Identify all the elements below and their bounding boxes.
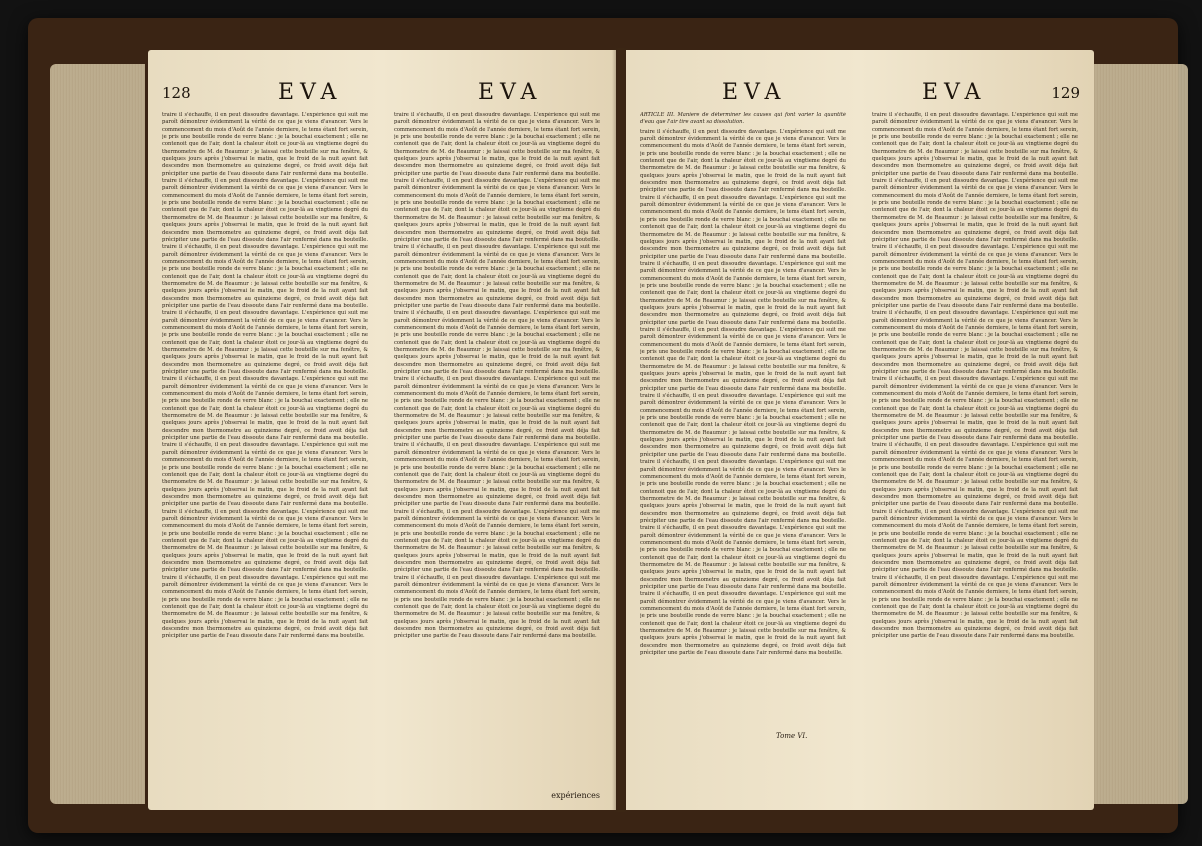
column-text: traire il s'échauffe, il en peut dissoudre davantage. L'expérience qui suit me paroît démontrer évidemment la vérité de ce que je viens d'avancer. Vers le commencement du mois d'Août de l'année derniere, le tems étant fort serein, je pris une bouteille ronde de verre blanc : je la bouchai exactement ; elle ne contenoit que de l'air, dont la chaleur étoit ce jour-là au vingtieme degré du thermometre de M. de Reaumur : je laissai cette bouteille sur ma fenêtre, & quelques jours après j'observai le matin, que le froid de la nuit ayant fait descendre mon thermometre au quinzieme degré, ce froid avoit déja fait précipiter une partie de l'eau dissoute dans l'air renfermé dans ma bouteille. traire il s'échauffe, il en peut dissoudre davantage. L'expérience qui suit me paroît démontrer évidemment la vérité de ce que je viens d'avancer. Vers le commencement du mois d'Août de l'année derniere, le tems étant fort serein, je pris une bouteille ronde de verre blanc : je la bouchai exactement ; elle ne contenoit que de l'air, dont la chaleur étoit ce jour-là au vingtieme degré du thermometre de M. de Reaumur : je laissai cette bouteille sur ma fenêtre, & quelques jours après j'observai le matin, que le froid de la nuit ayant fait descendre mon thermometre au quinzieme degré, ce froid avoit déja fait précipiter une partie de l'eau dissoute dans l'air renfermé dans ma bouteille. traire il s'échauffe, il en peut dissoudre davantage. L'expérience qui suit me paroît démontrer évidemment la vérité de ce que je viens d'avancer. Vers le commencement du mois d'Août de l'année derniere, le tems étant fort serein, je pris une bouteille ronde de verre blanc : je la bouchai exactement ; elle ne contenoit que de l'air, dont la chaleur étoit ce jour-là au vingtieme degré du thermometre de M. de Reaumur : je laissai cette bouteille sur ma fenêtre, & quelques jours après j'observai le matin, que le froid de la nuit ayant fait descendre mon thermometre au quinzieme degré, ce froid avoit déja fait précipiter une partie de l'eau dissoute dans l'air renfermé dans ma bouteille. traire il s'échauffe, il en peut dissoudre davantage. L'expérience qui suit me paroît démontrer évidemment la vérité de ce que je viens d'avancer. Vers le commencement du mois d'Août de l'année derniere, le tems étant fort serein, je pris une bouteille ronde de verre blanc : je la bouchai exactement ; elle ne contenoit que de l'air, dont la chaleur étoit ce jour-là au vingtieme degré du thermometre de M. de Reaumur : je laissai cette bouteille sur ma fenêtre, & quelques jours après j'observai le matin, que le froid de la nuit ayant fait descendre mon thermometre au quinzieme degré, ce froid avoit déja fait précipiter une partie de l'eau dissoute dans l'air renfermé dans ma bouteille. traire il s'échauffe, il en peut dissoudre davantage. L'expérience qui suit me paroît démontrer évidemment la vérité de ce que je viens d'avancer. Vers le commencement du mois d'Août de l'année derniere, le tems étant fort serein, je pris une bouteille ronde de verre blanc : je la bouchai exactement ; elle ne contenoit que de l'air, dont la chaleur étoit ce jour-là au vingtieme degré du thermometre de M. de Reaumur : je laissai cette bouteille sur ma fenêtre, & quelques jours après j'observai le matin, que le froid de la nuit ayant fait descendre mon thermometre au quinzieme degré, ce froid avoit déja fait précipiter une partie de l'eau dissoute dans l'air renfermé dans ma bouteille. traire il s'échauffe, il en peut dissoudre davantage. L'expérience qui suit me paroît démontrer évidemment la vérité de ce que je viens d'avancer. Vers le commencement du mois d'Août de l'année derniere, le tems étant fort serein, je pris une bouteille ronde de verre blanc : je la bouchai exactement ; elle ne contenoit que de l'air, dont la chaleur étoit ce jour-là au vingtieme degré du thermometre de M. de Reaumur : je laissai cette bouteille sur ma fenêtre, & quelques jours après j'observai le matin, que le froid de la nuit ayant fait descendre mon thermometre au quinzieme degré, ce froid avoit déja fait précipiter une partie de l'eau dissoute dans l'air renfermé dans ma bouteille. traire il s'échauffe, il en peut dissoudre davantage. L'expérience qui suit me paroît démontrer évidemment la vérité de ce que je viens d'avancer. Vers le commencement du mois d'Août de l'année derniere, le tems étant fort serein, je pris une bouteille ronde de verre blanc : je la bouchai exactement ; elle ne contenoit que de l'air, dont la chaleur étoit ce jour-là au vingtieme degré du thermometre de M. de Reaumur : je laissai cette bouteille sur ma fenêtre, & quelques jours après j'observai le matin, que le froid de la nuit ayant fait descendre mon thermometre au quinzieme degré, ce froid avoit déja fait précipiter une partie de l'eau dissoute dans l'air renfermé dans ma bouteille. traire il s'échauffe, il en peut dissoudre davantage. L'expérience qui suit me paroît démontrer évidemment la vérité de ce que je viens d'avancer. Vers le commencement du mois d'Août de l'année derniere, le tems étant fort serein, je pris une bouteille ronde de verre blanc : je la bouchai exactement ; elle ne contenoit que de l'air, dont la chaleur étoit ce jour-là au vingtieme degré du thermometre de M. de Reaumur : je laissai cette bouteille sur ma fenêtre, & quelques jours après j'observai le matin, que le froid de la nuit ayant fait descendre mon thermometre au quinzieme degré, ce froid avoit déja fait précipiter une partie de l'eau dissoute dans l'air renfermé dans ma bouteille. [162,112,368,640]
page-edges-left [50,64,145,804]
column-text: traire il s'échauffe, il en peut dissoudre davantage. L'expérience qui suit me paroît démontrer évidemment la vérité de ce que je viens d'avancer. Vers le commencement du mois d'Août de l'année derniere, le tems étant fort serein, je pris une bouteille ronde de verre blanc : je la bouchai exactement ; elle ne contenoit que de l'air, dont la chaleur étoit ce jour-là au vingtieme degré du thermometre de M. de Reaumur : je laissai cette bouteille sur ma fenêtre, & quelques jours après j'observai le matin, que le froid de la nuit ayant fait descendre mon thermometre au quinzieme degré, ce froid avoit déja fait précipiter une partie de l'eau dissoute dans l'air renfermé dans ma bouteille. traire il s'échauffe, il en peut dissoudre davantage. L'expérience qui suit me paroît démontrer évidemment la vérité de ce que je viens d'avancer. Vers le commencement du mois d'Août de l'année derniere, le tems étant fort serein, je pris une bouteille ronde de verre blanc : je la bouchai exactement ; elle ne contenoit que de l'air, dont la chaleur étoit ce jour-là au vingtieme degré du thermometre de M. de Reaumur : je laissai cette bouteille sur ma fenêtre, & quelques jours après j'observai le matin, que le froid de la nuit ayant fait descendre mon thermometre au quinzieme degré, ce froid avoit déja fait précipiter une partie de l'eau dissoute dans l'air renfermé dans ma bouteille. traire il s'échauffe, il en peut dissoudre davantage. L'expérience qui suit me paroît démontrer évidemment la vérité de ce que je viens d'avancer. Vers le commencement du mois d'Août de l'année derniere, le tems étant fort serein, je pris une bouteille ronde de verre blanc : je la bouchai exactement ; elle ne contenoit que de l'air, dont la chaleur étoit ce jour-là au vingtieme degré du thermometre de M. de Reaumur : je laissai cette bouteille sur ma fenêtre, & quelques jours après j'observai le matin, que le froid de la nuit ayant fait descendre mon thermometre au quinzieme degré, ce froid avoit déja fait précipiter une partie de l'eau dissoute dans l'air renfermé dans ma bouteille. traire il s'échauffe, il en peut dissoudre davantage. L'expérience qui suit me paroît démontrer évidemment la vérité de ce que je viens d'avancer. Vers le commencement du mois d'Août de l'année derniere, le tems étant fort serein, je pris une bouteille ronde de verre blanc : je la bouchai exactement ; elle ne contenoit que de l'air, dont la chaleur étoit ce jour-là au vingtieme degré du thermometre de M. de Reaumur : je laissai cette bouteille sur ma fenêtre, & quelques jours après j'observai le matin, que le froid de la nuit ayant fait descendre mon thermometre au quinzieme degré, ce froid avoit déja fait précipiter une partie de l'eau dissoute dans l'air renfermé dans ma bouteille. traire il s'échauffe, il en peut dissoudre davantage. L'expérience qui suit me paroît démontrer évidemment la vérité de ce que je viens d'avancer. Vers le commencement du mois d'Août de l'année derniere, le tems étant fort serein, je pris une bouteille ronde de verre blanc : je la bouchai exactement ; elle ne contenoit que de l'air, dont la chaleur étoit ce jour-là au vingtieme degré du thermometre de M. de Reaumur : je laissai cette bouteille sur ma fenêtre, & quelques jours après j'observai le matin, que le froid de la nuit ayant fait descendre mon thermometre au quinzieme degré, ce froid avoit déja fait précipiter une partie de l'eau dissoute dans l'air renfermé dans ma bouteille. traire il s'échauffe, il en peut dissoudre davantage. L'expérience qui suit me paroît démontrer évidemment la vérité de ce que je viens d'avancer. Vers le commencement du mois d'Août de l'année derniere, le tems étant fort serein, je pris une bouteille ronde de verre blanc : je la bouchai exactement ; elle ne contenoit que de l'air, dont la chaleur étoit ce jour-là au vingtieme degré du thermometre de M. de Reaumur : je laissai cette bouteille sur ma fenêtre, & quelques jours après j'observai le matin, que le froid de la nuit ayant fait descendre mon thermometre au quinzieme degré, ce froid avoit déja fait précipiter une partie de l'eau dissoute dans l'air renfermé dans ma bouteille. traire il s'échauffe, il en peut dissoudre davantage. L'expérience qui suit me paroît démontrer évidemment la vérité de ce que je viens d'avancer. Vers le commencement du mois d'Août de l'année derniere, le tems étant fort serein, je pris une bouteille ronde de verre blanc : je la bouchai exactement ; elle ne contenoit que de l'air, dont la chaleur étoit ce jour-là au vingtieme degré du thermometre de M. de Reaumur : je laissai cette bouteille sur ma fenêtre, & quelques jours après j'observai le matin, que le froid de la nuit ayant fait descendre mon thermometre au quinzieme degré, ce froid avoit déja fait précipiter une partie de l'eau dissoute dans l'air renfermé dans ma bouteille. traire il s'échauffe, il en peut dissoudre davantage. L'expérience qui suit me paroît démontrer évidemment la vérité de ce que je viens d'avancer. Vers le commencement du mois d'Août de l'année derniere, le tems étant fort serein, je pris une bouteille ronde de verre blanc : je la bouchai exactement ; elle ne contenoit que de l'air, dont la chaleur étoit ce jour-là au vingtieme degré du thermometre de M. de Reaumur : je laissai cette bouteille sur ma fenêtre, & quelques jours après j'observai le matin, que le froid de la nuit ayant fait descendre mon thermometre au quinzieme degré, ce froid avoit déja fait précipiter une partie de l'eau dissoute dans l'air renfermé dans ma bouteille. [640,128,846,657]
running-head-left-b: EVA [478,80,543,105]
section-heading: ARTICLE III. Maniere de déterminer les causes qui font varier la quantité d'eau que l'air tire avant sa dissolution. [640,112,846,126]
running-head-right-b: EVA [922,80,987,105]
left-page [148,50,616,810]
column-text: traire il s'échauffe, il en peut dissoudre davantage. L'expérience qui suit me paroît démontrer évidemment la vérité de ce que je viens d'avancer. Vers le commencement du mois d'Août de l'année derniere, le tems étant fort serein, je pris une bouteille ronde de verre blanc : je la bouchai exactement ; elle ne contenoit que de l'air, dont la chaleur étoit ce jour-là au vingtieme degré du thermometre de M. de Reaumur : je laissai cette bouteille sur ma fenêtre, & quelques jours après j'observai le matin, que le froid de la nuit ayant fait descendre mon thermometre au quinzieme degré, ce froid avoit déja fait précipiter une partie de l'eau dissoute dans l'air renfermé dans ma bouteille. traire il s'échauffe, il en peut dissoudre davantage. L'expérience qui suit me paroît démontrer évidemment la vérité de ce que je viens d'avancer. Vers le commencement du mois d'Août de l'année derniere, le tems étant fort serein, je pris une bouteille ronde de verre blanc : je la bouchai exactement ; elle ne contenoit que de l'air, dont la chaleur étoit ce jour-là au vingtieme degré du thermometre de M. de Reaumur : je laissai cette bouteille sur ma fenêtre, & quelques jours après j'observai le matin, que le froid de la nuit ayant fait descendre mon thermometre au quinzieme degré, ce froid avoit déja fait précipiter une partie de l'eau dissoute dans l'air renfermé dans ma bouteille. traire il s'échauffe, il en peut dissoudre davantage. L'expérience qui suit me paroît démontrer évidemment la vérité de ce que je viens d'avancer. Vers le commencement du mois d'Août de l'année derniere, le tems étant fort serein, je pris une bouteille ronde de verre blanc : je la bouchai exactement ; elle ne contenoit que de l'air, dont la chaleur étoit ce jour-là au vingtieme degré du thermometre de M. de Reaumur : je laissai cette bouteille sur ma fenêtre, & quelques jours après j'observai le matin, que le froid de la nuit ayant fait descendre mon thermometre au quinzieme degré, ce froid avoit déja fait précipiter une partie de l'eau dissoute dans l'air renfermé dans ma bouteille. traire il s'échauffe, il en peut dissoudre davantage. L'expérience qui suit me paroît démontrer évidemment la vérité de ce que je viens d'avancer. Vers le commencement du mois d'Août de l'année derniere, le tems étant fort serein, je pris une bouteille ronde de verre blanc : je la bouchai exactement ; elle ne contenoit que de l'air, dont la chaleur étoit ce jour-là au vingtieme degré du thermometre de M. de Reaumur : je laissai cette bouteille sur ma fenêtre, & quelques jours après j'observai le matin, que le froid de la nuit ayant fait descendre mon thermometre au quinzieme degré, ce froid avoit déja fait précipiter une partie de l'eau dissoute dans l'air renfermé dans ma bouteille. traire il s'échauffe, il en peut dissoudre davantage. L'expérience qui suit me paroît démontrer évidemment la vérité de ce que je viens d'avancer. Vers le commencement du mois d'Août de l'année derniere, le tems étant fort serein, je pris une bouteille ronde de verre blanc : je la bouchai exactement ; elle ne contenoit que de l'air, dont la chaleur étoit ce jour-là au vingtieme degré du thermometre de M. de Reaumur : je laissai cette bouteille sur ma fenêtre, & quelques jours après j'observai le matin, que le froid de la nuit ayant fait descendre mon thermometre au quinzieme degré, ce froid avoit déja fait précipiter une partie de l'eau dissoute dans l'air renfermé dans ma bouteille. traire il s'échauffe, il en peut dissoudre davantage. L'expérience qui suit me paroît démontrer évidemment la vérité de ce que je viens d'avancer. Vers le commencement du mois d'Août de l'année derniere, le tems étant fort serein, je pris une bouteille ronde de verre blanc : je la bouchai exactement ; elle ne contenoit que de l'air, dont la chaleur étoit ce jour-là au vingtieme degré du thermometre de M. de Reaumur : je laissai cette bouteille sur ma fenêtre, & quelques jours après j'observai le matin, que le froid de la nuit ayant fait descendre mon thermometre au quinzieme degré, ce froid avoit déja fait précipiter une partie de l'eau dissoute dans l'air renfermé dans ma bouteille. traire il s'échauffe, il en peut dissoudre davantage. L'expérience qui suit me paroît démontrer évidemment la vérité de ce que je viens d'avancer. Vers le commencement du mois d'Août de l'année derniere, le tems étant fort serein, je pris une bouteille ronde de verre blanc : je la bouchai exactement ; elle ne contenoit que de l'air, dont la chaleur étoit ce jour-là au vingtieme degré du thermometre de M. de Reaumur : je laissai cette bouteille sur ma fenêtre, & quelques jours après j'observai le matin, que le froid de la nuit ayant fait descendre mon thermometre au quinzieme degré, ce froid avoit déja fait précipiter une partie de l'eau dissoute dans l'air renfermé dans ma bouteille. traire il s'échauffe, il en peut dissoudre davantage. L'expérience qui suit me paroît démontrer évidemment la vérité de ce que je viens d'avancer. Vers le commencement du mois d'Août de l'année derniere, le tems étant fort serein, je pris une bouteille ronde de verre blanc : je la bouchai exactement ; elle ne contenoit que de l'air, dont la chaleur étoit ce jour-là au vingtieme degré du thermometre de M. de Reaumur : je laissai cette bouteille sur ma fenêtre, & quelques jours après j'observai le matin, que le froid de la nuit ayant fait descendre mon thermometre au quinzieme degré, ce froid avoit déja fait précipiter une partie de l'eau dissoute dans l'air renfermé dans ma bouteille. [872,112,1078,640]
signature-mark: Tome VI. [776,732,808,740]
page-edges-right [1093,64,1188,804]
catchword: expériences [551,791,600,800]
left-column-1 [162,112,368,792]
book [28,18,1178,833]
page-number-right: 129 [1051,84,1080,102]
right-page [626,50,1094,810]
column-text: traire il s'échauffe, il en peut dissoudre davantage. L'expérience qui suit me paroît démontrer évidemment la vérité de ce que je viens d'avancer. Vers le commencement du mois d'Août de l'année derniere, le tems étant fort serein, je pris une bouteille ronde de verre blanc : je la bouchai exactement ; elle ne contenoit que de l'air, dont la chaleur étoit ce jour-là au vingtieme degré du thermometre de M. de Reaumur : je laissai cette bouteille sur ma fenêtre, & quelques jours après j'observai le matin, que le froid de la nuit ayant fait descendre mon thermometre au quinzieme degré, ce froid avoit déja fait précipiter une partie de l'eau dissoute dans l'air renfermé dans ma bouteille. traire il s'échauffe, il en peut dissoudre davantage. L'expérience qui suit me paroît démontrer évidemment la vérité de ce que je viens d'avancer. Vers le commencement du mois d'Août de l'année derniere, le tems étant fort serein, je pris une bouteille ronde de verre blanc : je la bouchai exactement ; elle ne contenoit que de l'air, dont la chaleur étoit ce jour-là au vingtieme degré du thermometre de M. de Reaumur : je laissai cette bouteille sur ma fenêtre, & quelques jours après j'observai le matin, que le froid de la nuit ayant fait descendre mon thermometre au quinzieme degré, ce froid avoit déja fait précipiter une partie de l'eau dissoute dans l'air renfermé dans ma bouteille. traire il s'échauffe, il en peut dissoudre davantage. L'expérience qui suit me paroît démontrer évidemment la vérité de ce que je viens d'avancer. Vers le commencement du mois d'Août de l'année derniere, le tems étant fort serein, je pris une bouteille ronde de verre blanc : je la bouchai exactement ; elle ne contenoit que de l'air, dont la chaleur étoit ce jour-là au vingtieme degré du thermometre de M. de Reaumur : je laissai cette bouteille sur ma fenêtre, & quelques jours après j'observai le matin, que le froid de la nuit ayant fait descendre mon thermometre au quinzieme degré, ce froid avoit déja fait précipiter une partie de l'eau dissoute dans l'air renfermé dans ma bouteille. traire il s'échauffe, il en peut dissoudre davantage. L'expérience qui suit me paroît démontrer évidemment la vérité de ce que je viens d'avancer. Vers le commencement du mois d'Août de l'année derniere, le tems étant fort serein, je pris une bouteille ronde de verre blanc : je la bouchai exactement ; elle ne contenoit que de l'air, dont la chaleur étoit ce jour-là au vingtieme degré du thermometre de M. de Reaumur : je laissai cette bouteille sur ma fenêtre, & quelques jours après j'observai le matin, que le froid de la nuit ayant fait descendre mon thermometre au quinzieme degré, ce froid avoit déja fait précipiter une partie de l'eau dissoute dans l'air renfermé dans ma bouteille. traire il s'échauffe, il en peut dissoudre davantage. L'expérience qui suit me paroît démontrer évidemment la vérité de ce que je viens d'avancer. Vers le commencement du mois d'Août de l'année derniere, le tems étant fort serein, je pris une bouteille ronde de verre blanc : je la bouchai exactement ; elle ne contenoit que de l'air, dont la chaleur étoit ce jour-là au vingtieme degré du thermometre de M. de Reaumur : je laissai cette bouteille sur ma fenêtre, & quelques jours après j'observai le matin, que le froid de la nuit ayant fait descendre mon thermometre au quinzieme degré, ce froid avoit déja fait précipiter une partie de l'eau dissoute dans l'air renfermé dans ma bouteille. traire il s'échauffe, il en peut dissoudre davantage. L'expérience qui suit me paroît démontrer évidemment la vérité de ce que je viens d'avancer. Vers le commencement du mois d'Août de l'année derniere, le tems étant fort serein, je pris une bouteille ronde de verre blanc : je la bouchai exactement ; elle ne contenoit que de l'air, dont la chaleur étoit ce jour-là au vingtieme degré du thermometre de M. de Reaumur : je laissai cette bouteille sur ma fenêtre, & quelques jours après j'observai le matin, que le froid de la nuit ayant fait descendre mon thermometre au quinzieme degré, ce froid avoit déja fait précipiter une partie de l'eau dissoute dans l'air renfermé dans ma bouteille. traire il s'échauffe, il en peut dissoudre davantage. L'expérience qui suit me paroît démontrer évidemment la vérité de ce que je viens d'avancer. Vers le commencement du mois d'Août de l'année derniere, le tems étant fort serein, je pris une bouteille ronde de verre blanc : je la bouchai exactement ; elle ne contenoit que de l'air, dont la chaleur étoit ce jour-là au vingtieme degré du thermometre de M. de Reaumur : je laissai cette bouteille sur ma fenêtre, & quelques jours après j'observai le matin, que le froid de la nuit ayant fait descendre mon thermometre au quinzieme degré, ce froid avoit déja fait précipiter une partie de l'eau dissoute dans l'air renfermé dans ma bouteille. traire il s'échauffe, il en peut dissoudre davantage. L'expérience qui suit me paroît démontrer évidemment la vérité de ce que je viens d'avancer. Vers le commencement du mois d'Août de l'année derniere, le tems étant fort serein, je pris une bouteille ronde de verre blanc : je la bouchai exactement ; elle ne contenoit que de l'air, dont la chaleur étoit ce jour-là au vingtieme degré du thermometre de M. de Reaumur : je laissai cette bouteille sur ma fenêtre, & quelques jours après j'observai le matin, que le froid de la nuit ayant fait descendre mon thermometre au quinzieme degré, ce froid avoit déja fait précipiter une partie de l'eau dissoute dans l'air renfermé dans ma bouteille. [394,112,600,640]
running-head-right-a: EVA [722,80,787,105]
right-column-2 [872,112,1078,792]
running-head-left-a: EVA [278,80,343,105]
right-column-1 [640,112,846,792]
page-number-left: 128 [162,84,191,102]
left-column-2 [394,112,600,792]
